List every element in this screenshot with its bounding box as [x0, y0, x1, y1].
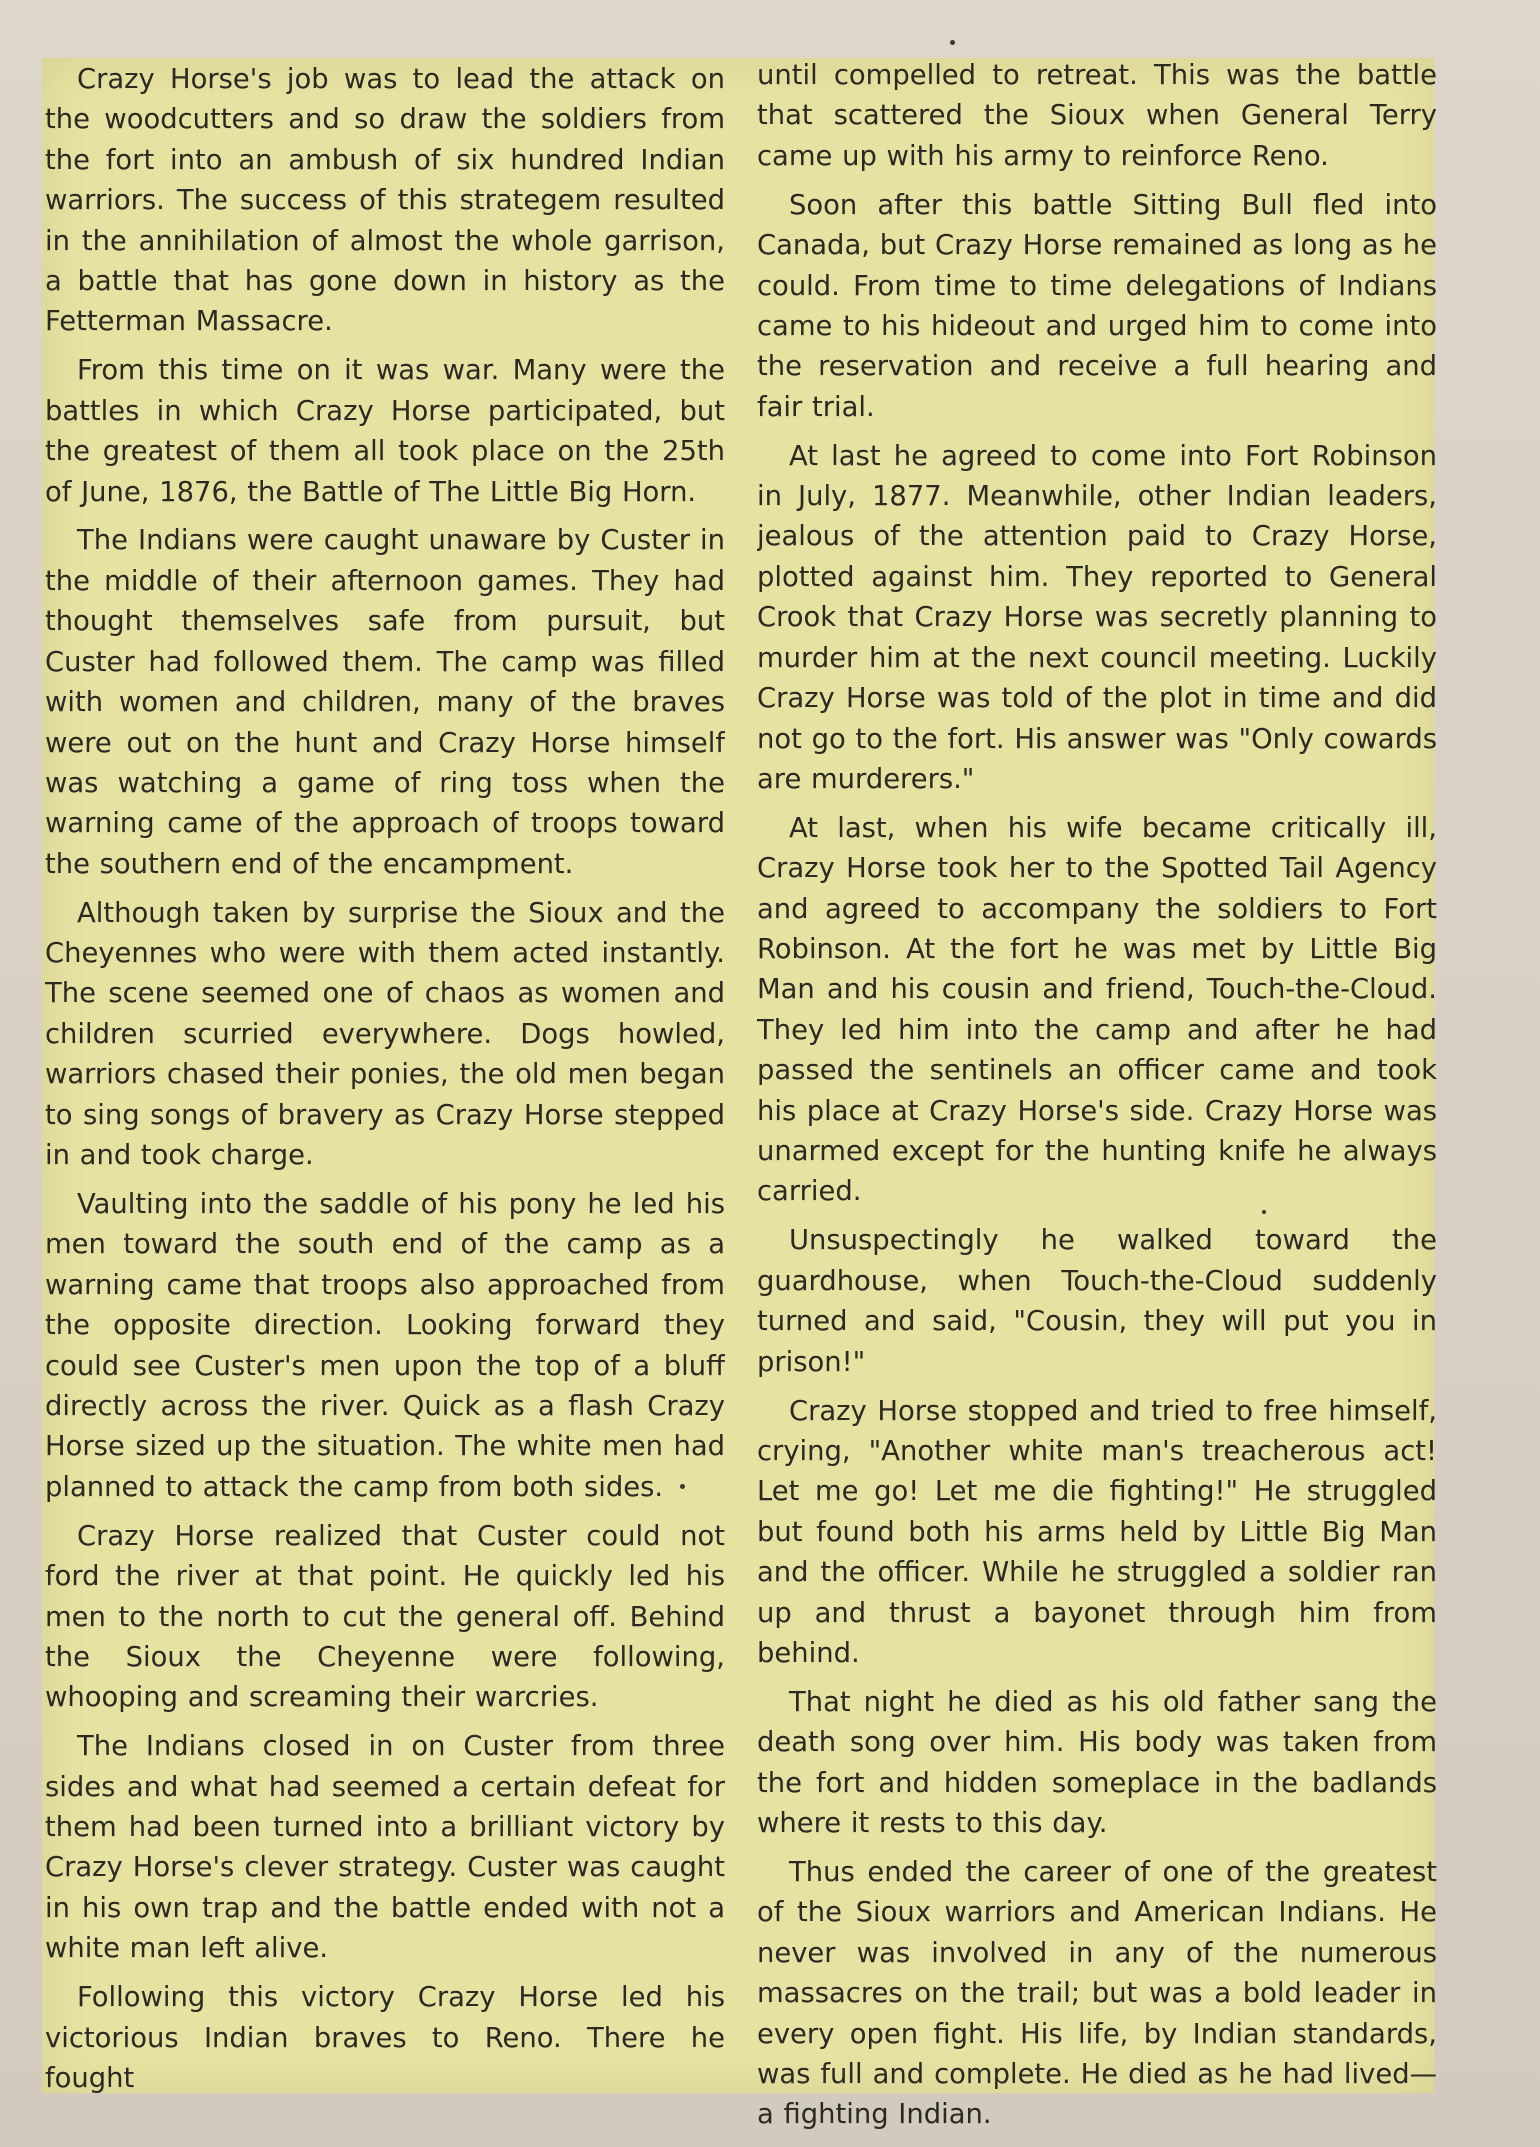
right-paragraph-3: At last, when his wife became critically ill, Crazy Horse took her to the Spotted Tail Agency and agreed to accompany the soldiers to Fort Robinson. At the fort he was met by Little Big Man and his cousin and friend, Touch-the-Cloud. They led him into the camp and after he had passed the sentinels an officer came and took his place at Crazy Horse's side. Crazy Horse was unarmed except for the hunting knife he always carried. [757, 812, 1437, 1208]
right-paragraph-5: Crazy Horse stopped and tried to free himself, crying, "Another white man's treacherous act! Let me go! Let me die fighting!" He struggled but found both his arms held by Little Big Man and the officer. While he struggled a soldier ran up and thrust a bayonet through him from behind. [757, 1395, 1437, 1669]
left-paragraph-2: From this time on it was war. Many were the battles in which Crazy Horse participated, but the greatest of them all took place on the 25th of June, 1876, the Battle of The Little Big Horn. [45, 355, 725, 508]
right-column [757, 56, 1437, 2144]
left-column [45, 60, 725, 2108]
left-paragraph-3: The Indians were caught unaware by Custer in the middle of their afternoon games. They had thought themselves safe from pursuit, but Custer had followed them. The camp was filled with women and children, many of the braves were out on the hunt and Crazy Horse himself was watching a game of ring toss when the warning came of the approach of troops toward the southern end of the encampment. [45, 525, 725, 880]
left-paragraph-6: Crazy Horse realized that Custer could not ford the river at that point. He quickly led his men to the north to cut the general off. Behind the Sioux the Cheyenne were following, whooping and screaming their warcries. [45, 1520, 725, 1714]
right-paragraph-4: Unsuspectingly he walked toward the guardhouse, when Touch-the-Cloud suddenly turned and said, "Cousin, they will put you in prison!" [757, 1225, 1437, 1378]
right-continuation: until compelled to retreat. This was the battle that scattered the Sioux when General Terry came up with his army to reinforce Reno. [757, 60, 1437, 172]
left-paragraph-1: Crazy Horse's job was to lead the attack on the woodcutters and so draw the soldiers from the fort into an ambush of six hundred Indian warriors. The success of this strategem resulted in the annihilation of almost the whole garrison, a battle that has gone down in history as the Fetterman Massacre. [45, 64, 725, 338]
right-paragraph-1: Soon after this battle Sitting Bull fled into Canada, but Crazy Horse remained as long as he could. From time to time delegations of Indians came to his hideout and urged him to come into the reservation and receive a full hearing and fair trial. [757, 189, 1437, 423]
left-paragraph-8: Following this victory Crazy Horse led his victorious Indian braves to Reno. There he fought [45, 1982, 725, 2094]
ink-speck [950, 40, 955, 45]
left-paragraph-7: The Indians closed in on Custer from three sides and what had seemed a certain defeat for them had been turned into a brilliant victory by Crazy Horse's clever strategy. Custer was caught in his own trap and the battle ended with not a white man left alive. [45, 1731, 725, 1965]
left-paragraph-4: Although taken by surprise the Sioux and the Cheyennes who were with them acted instantly. The scene seemed one of chaos as women and children scurried everywhere. Dogs howled, warriors chased their ponies, the old men began to sing songs of bravery as Crazy Horse stepped in and took charge. [45, 897, 725, 1172]
right-paragraph-7: Thus ended the career of one of the greatest of the Sioux warriors and American Indians. He never was involved in any of the numerous massacres on the trail; but was a bold leader in every open fight. His life, by Indian standards, was full and complete. He died as he had lived—a fighting Indian. [757, 1856, 1437, 2131]
right-paragraph-2: At last he agreed to come into Fort Robinson in July, 1877. Meanwhile, other Indian leaders, jealous of the attention paid to Crazy Horse, plotted against him. They reported to General Crook that Crazy Horse was secretly planning to murder him at the next council meeting. Luckily Crazy Horse was told of the plot in time and did not go to the fort. His answer was "Only cowards are murderers." [757, 440, 1437, 795]
left-paragraph-5: Vaulting into the saddle of his pony he led his men toward the south end of the camp as a warning came that troops also approached from the opposite direction. Looking forward they could see Custer's men upon the top of a bluff directly across the river. Quick as a flash Crazy Horse sized up the situation. The white men had planned to attack the camp from both sides. [45, 1188, 725, 1503]
right-paragraph-6: That night he died as his old father sang the death song over him. His body was taken from the fort and hidden someplace in the badlands where it rests to this day. [757, 1686, 1437, 1840]
